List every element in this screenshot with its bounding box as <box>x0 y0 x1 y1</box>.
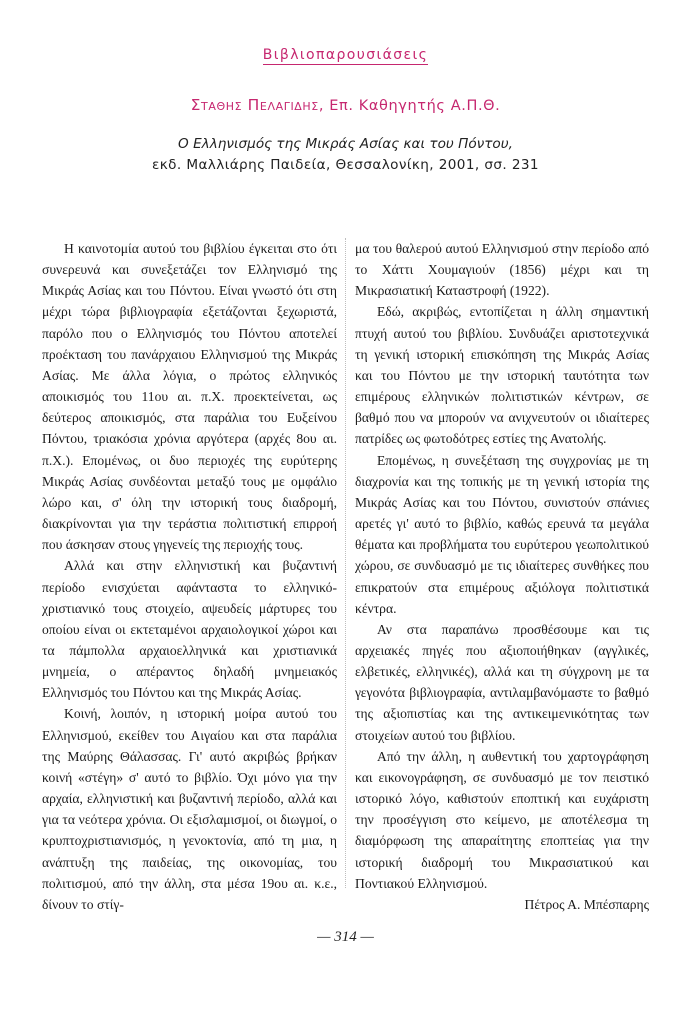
author-name: Σταθης Πελαγιδης <box>190 96 319 114</box>
paragraph: μα του θαλερού αυτού Ελληνισμού στην περίοδο από το Χάττι Χουμαγιούν (1856) μέχρι και τη Μικρασιατική Καταστροφή (1922). <box>355 241 649 299</box>
column-divider <box>345 238 346 888</box>
paragraph: Από την άλλη, η αυθεντική του χαρτογράφηση και εικονογράφηση, σε συνδυασμό με τον πειστικό ιστορικό λόγο, καθιστούν εποπτική και ευχάριστη την προσέγγιση στο κείμενο, με αποτέλεσμα τη διαμόρφωση της απαραίτητης εποπτείας για την ιστορική διαδρομή του Μικρασιατικού και Ποντιακού Ελληνισμού. <box>355 748 649 891</box>
review-author <box>0 96 691 114</box>
section-title-text: Βιβλιοπαρουσιάσεις <box>262 47 429 63</box>
paragraph: Κοινή, λοιπόν, η ιστορική μοίρα αυτού του Ελληνισμού, εκείθεν του Αιγαίου και στα παράλια της Μαύρης Θάλασσας. Γι' αυτό ακριβώς βρήκαν κοινή «στέγη» σ' αυτό το βιβλίο. Όχι μόνο για την αρχαία, ελληνιστική και βυζαντινή περίοδο, αλλά και για τα νεότερα χρόνια. Οι εξισλαμισμοί, οι διωγμοί, ο κρυπτοχριστιανισμός, η γενοκτονία, από τη μια, η ανάπτυξη της παιδείας, της οικονομίας, του πολιτισμού, από την άλλη, στα μέσα 19ου αι. κ.ε., δίνουν το στίγ- <box>42 706 337 912</box>
paragraph: Αν στα παραπάνω προσθέσουμε και τις αρχειακές πηγές που αξιοποιήθηκαν (αγγλικές, ελβετικές, ελληνικές), αλλά και τη σύγχρονη με τα γεγονότα βιβλιογραφία, αντιλαμβανόμαστε το βαθμό της αξιοπιστίας και της αντικειμενικότητας των στοιχείων αυτού του βιβλίου. <box>355 621 649 743</box>
paragraph: Επομένως, η συνεξέταση της συγχρονίας με τη διαχρονία και της τοπικής με τη γενική ιστορία της Μικράς Ασίας και του Πόντου, συνιστούν σπάνιες αρετές γι' αυτό το βιβλίο, καθώς ερευνά τα μεγάλα θέματα και προβλήματα του ευρύτερου γεωπολιτικού χώρου, σε συνδυασμό με τις ιδιαίτερες συνθήκες που επικρατούν στα επιμέρους αξιόλογα πολιτιστικά κέντρα. <box>355 452 649 616</box>
paragraph: Αλλά και στην ελληνιστική και βυζαντινή περίοδο ενισχύεται αφάνταστα το ελληνικό-χριστιανικό τους στοιχείο, αψευδείς μάρτυρες του οποίου είναι οι εκτεταμένοι αρχαιολογικοί χώροι και τα πάμπολλα αρχαιοελληνικά και χριστιανικά μνημεία, ο απέραντος δηλαδή μνημειακός Ελληνισμός του Πόντου και της Μικράς Ασίας. <box>42 558 337 701</box>
section-title <box>0 47 691 63</box>
paragraph: Η καινοτομία αυτού του βιβλίου έγκειται στο ότι συνερευνά και συνεξετάζει τον Ελληνισμό της Μικράς Ασίας και του Πόντου. Είναι γνωστό ότι στη μέχρι τώρα βιβλιογραφία εξετάζονται ξεχωριστά, παρόλο που ο Ελληνισμός του Πόντου αποτελεί προέκταση του πανάρχαιου Ελληνισμού της Μικράς Ασίας. Με άλλα λόγια, ο πρώτος ελληνικός αποικισμός του 11ου αι. π.Χ. προεκτείνεται, ως δεύτερος αποικισμός, στα παράλια του Ευξείνου Πόντου, τριακόσια χρόνια αργότερα (αρχές 8ου αι. π.Χ.). Επομένως, οι δυο περιοχές της ευρύτερης Μικράς Ασίας συνδέονται μεταξύ τους με ομφάλιο λώρο και, σ' όλη την ιστορική τους διαδρομή, διακρίνονται για την τεράστια πολιτιστική επιρροή που άσκησαν στους γηγενείς της περιοχής τους. <box>42 241 337 553</box>
book-reference <box>0 134 691 176</box>
signature: Πέτρος Α. Μπέσπαρης <box>524 896 649 912</box>
author-role: , Επ. Καθηγητής Α.Π.Θ. <box>318 98 501 114</box>
page-number: — 314 — <box>317 929 374 945</box>
book-details: εκδ. Μαλλιάρης Παιδεία, Θεσσαλονίκη, 2001, σσ. 231 <box>152 157 539 173</box>
left-column <box>42 238 337 915</box>
right-column <box>355 238 649 915</box>
book-title: Ο Ελληνισμός της Μικράς Ασίας και του Πόντου, <box>178 136 513 152</box>
paragraph: Εδώ, ακριβώς, εντοπίζεται η άλλη σημαντική πτυχή αυτού του βιβλίου. Συνδυάζει αριστοτεχνικά τη γενική ιστορική επισκόπηση της Μικράς Ασίας και του Πόντου με την ιστορική ταυτότητα των επιμέρους ελληνικών πολιτιστικών κέντρων, σε βαθμό που να μπορούν να ανιχνευτούν οι ιδιαίτερες πατρίδες ως φωτοδότρες εστίες της Ανατολής. <box>355 304 649 447</box>
